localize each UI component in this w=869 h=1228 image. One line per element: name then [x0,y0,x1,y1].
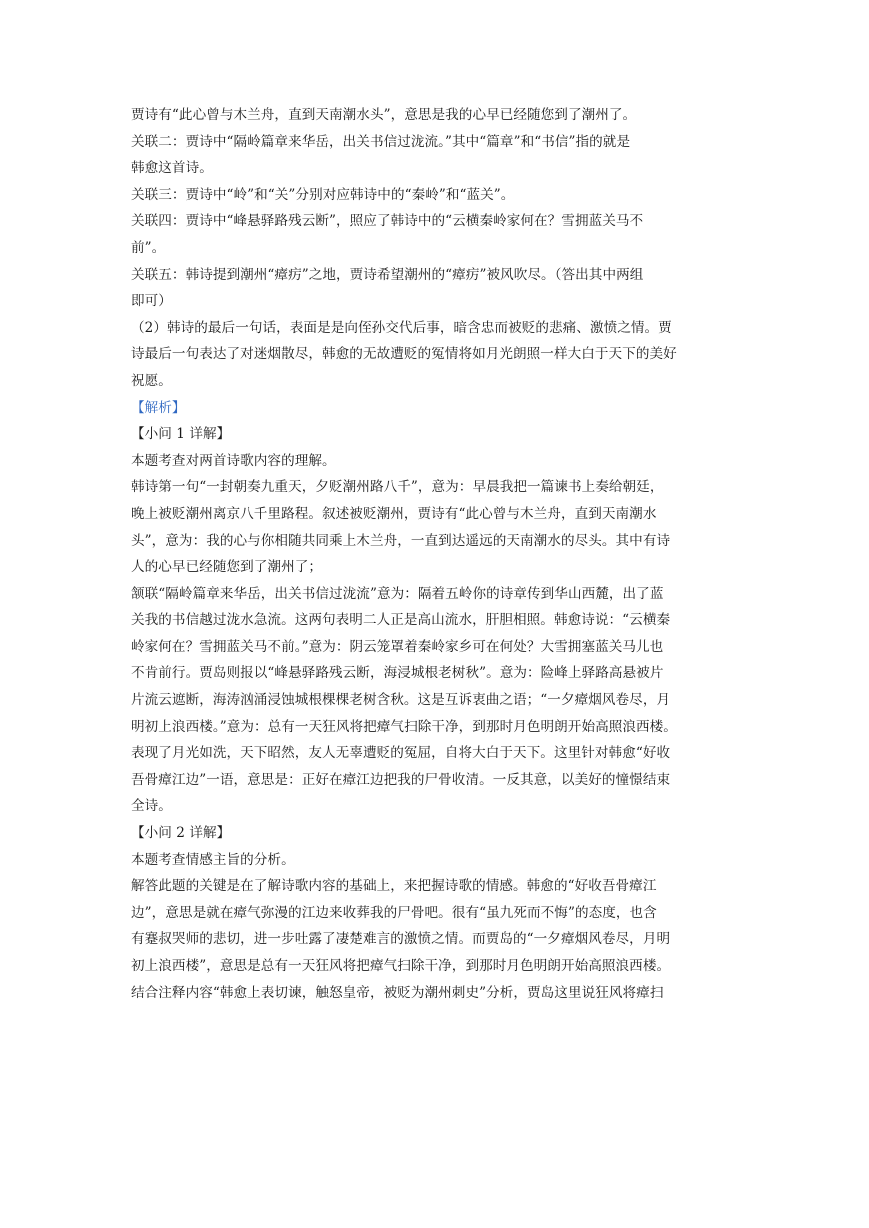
text-line: 贾诗有“此心曾与木兰舟，直到天南潮水头”，意思是我的心早已经随您到了潮州了。 [131,107,637,123]
text-line: 即可） [131,293,172,310]
text-line: 颔联“隔岭篇章来华岳，出关书信过泷流”意为：隔着五岭你的诗章传到华山西麓，出了蓝 [131,585,664,602]
text-line: 诗最后一句表达了对迷烟散尽，韩愈的无故遭贬的冤情将如月光朗照一样大白于天下的美好 [131,346,677,363]
text-line: 祝愿。 [131,372,172,389]
text-line: 表现了月光如洗，天下昭然，友人无辜遭贬的冤屈，自将大白于天下。这里针对韩愈“好收 [131,745,671,762]
text-line: 本题考查情感主旨的分析。 [131,851,295,868]
analysis-heading: 【解析】 [131,399,186,416]
text-line: 关联四：贾诗中“峰悬驿路残云断”，照应了韩诗中的“云横秦岭家何在？雪拥蓝关马不 [131,213,644,230]
text-line: 头”，意为：我的心与你相随共同乘上木兰舟，一直到达遥远的天南潮水的尽头。其中有诗 [131,532,671,549]
document-body [131,102,738,1006]
text-line: 全诗。 [131,798,172,815]
text-line: 本题考查对两首诗歌内容的理解。 [131,452,336,469]
text-line: 韩愈这首诗。 [131,160,213,177]
text-line: 关联二：贾诗中“隔岭篇章来华岳，出关书信过泷流。”其中“篇章”和“书信”指的就是 [131,133,631,150]
text-line: （2）韩诗的最后一句话，表面是是向侄孙交代后事，暗含忠而被贬的悲痛、激愤之情。贾 [131,319,672,336]
text-line: 有蹇叔哭师的悲切，进一步吐露了凄楚难言的激愤之情。而贾岛的“一夕瘴烟风卷尽，月明 [131,931,671,948]
text-line: 初上浪西楼”，意思是总有一天狂风将把瘴气扫除干净，到那时月色明朗开始高照浪西楼。 [131,958,671,974]
text-line: 明初上浪西楼。”意为：总有一天狂风将把瘴气扫除干净，到那时月色明朗开始高照浪西楼。 [131,718,677,735]
text-line: 结合注释内容“韩愈上表切谏，触怒皇帝，被贬为潮州刺史”分析，贾岛这里说狂风将瘴扫 [131,984,664,1001]
text-line: 解答此题的关键是在了解诗歌内容的基础上，来把握诗歌的情感。韩愈的“好收吾骨瘴江 [131,878,657,895]
text-line: 晚上被贬潮州离京八千里路程。叙述被贬潮州，贾诗有“此心曾与木兰舟，直到天南潮水 [131,505,657,522]
text-line: 边”，意思是就在瘴气弥漫的江边来收葬我的尸骨吧。很有“虽九死而不悔”的态度，也含 [131,904,657,921]
text-line: 关联五：韩诗提到潮州“瘴疠”之地，贾诗希望潮州的“瘴疠”被风吹尽。（答出其中两组 [131,266,644,283]
subquestion-1-heading: 【小问 1 详解】 [131,426,231,443]
text-line: 关联三：贾诗中“岭”和“关”分别对应韩诗中的“秦岭”和“蓝关”。 [131,186,515,203]
text-line: 不肯前行。贾岛则报以“峰悬驿路残云断，海浸城根老树秋”。意为：险峰上驿路高悬被片 [131,665,664,682]
text-line: 韩诗第一句“一封朝奏九重天，夕贬潮州路八千”，意为：早晨我把一篇谏书上奏给朝廷， [131,479,664,496]
text-line: 前”。 [131,239,166,256]
text-line: 岭家何在？雪拥蓝关马不前。”意为：阴云笼罩着秦岭家乡可在何处？大雪拥塞蓝关马儿也 [131,638,664,655]
text-line: 吾骨瘴江边”一语，意思是：正好在瘴江边把我的尸骨收清。一反其意，以美好的憧憬结束 [131,771,671,788]
text-line: 关我的书信越过泷水急流。这两句表明二人正是高山流水，肝胆相照。韩愈诗说：“云横秦 [131,612,671,629]
text-line: 人的心早已经随您到了潮州了； [131,559,323,576]
text-line: 片流云遮断，海涛汹涌浸蚀城根棵棵老树含秋。这是互诉衷曲之语；“一夕瘴烟风卷尽，月 [131,692,671,709]
subquestion-2-heading: 【小问 2 详解】 [131,825,231,842]
